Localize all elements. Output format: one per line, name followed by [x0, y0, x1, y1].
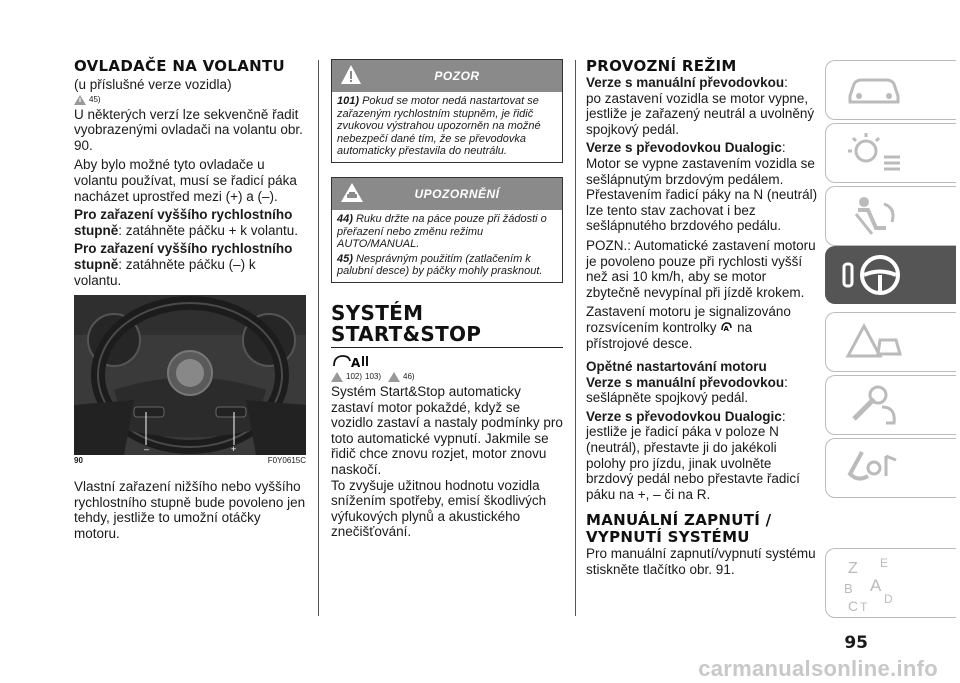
- instruction-heading: Pro zařazení vyššího rychlostního stupně: [74, 241, 293, 272]
- tab-index[interactable]: [825, 548, 956, 618]
- tab-driving[interactable]: [825, 246, 956, 304]
- svg-text:A: A: [351, 355, 361, 370]
- text: na přístrojové desce.: [586, 319, 753, 351]
- start-stop-icon: [331, 352, 371, 370]
- watermark: carmanualsonline.info: [698, 656, 938, 681]
- warning-icon: [331, 372, 343, 382]
- index-letter: D: [884, 592, 893, 606]
- notice-header: [332, 178, 562, 210]
- notice-item: [337, 213, 557, 251]
- section-title: [586, 512, 818, 546]
- notice-label: UPOZORNĚNÍ: [414, 186, 500, 201]
- lights-icon: [844, 131, 904, 175]
- car-notice-icon: [340, 182, 364, 204]
- tab-maintenance[interactable]: [825, 375, 956, 435]
- steering-wheel-icon: [836, 250, 916, 300]
- paragraph: sešlápněte spojkový pedál.: [586, 390, 749, 406]
- instruction: [74, 207, 306, 238]
- caution-box: [331, 59, 563, 163]
- title-rule: [331, 347, 563, 348]
- reference-number: 46): [403, 372, 415, 382]
- reference-number: 102): [346, 372, 363, 382]
- note-number: 45): [337, 252, 353, 265]
- paragraph: Systém Start&Stop automaticky zastaví motor pokaždé, když se vozidlo zastaví a nastaly podmínky pro toto automatické vypnutí. Jakmile se řidič chce znovu rozjet, motor znovu naskočí.: [331, 383, 563, 477]
- note-text: Nesprávným použitím (zatlačením k palubní desce) by páčky mohly prasknout.: [337, 252, 543, 278]
- index-letter: E: [880, 556, 889, 570]
- car-notice-icon: [388, 372, 400, 382]
- paragraph: Vlastní zařazení nižšího nebo vyššího rychlostního stupně bude povoleno jen tehdy, jestliže to umožní otáčky motoru.: [74, 479, 306, 541]
- index-letters-icon: [838, 549, 938, 615]
- tab-car[interactable]: [825, 60, 956, 120]
- warning-icon: [74, 95, 86, 105]
- section-title: PROVOZNÍ REŽIM: [586, 57, 737, 75]
- paragraph: jestliže je řadicí páka v poloze N (neutrál), přestavte ji do jakékoli polohy pro jízdu, jinak uvolněte brzdový pedál nebo přestavte řadicí páku na +, – či na R.: [586, 424, 800, 502]
- paragraph: Aby bylo možné tyto ovladače u volantu používat, musí se řadicí páka nacházet uprostřed mezi (+) a (–).: [74, 157, 297, 204]
- note-text: Ruku držte na páce pouze při žádosti o přeřazení nebo změnu režimu AUTO/MANUAL.: [337, 212, 547, 251]
- notice-box: [331, 177, 563, 283]
- version-label: Verze s manuální převodovkou: [586, 374, 785, 390]
- start-stop-indicator-icon: [720, 320, 733, 333]
- caution-body: [332, 92, 562, 162]
- version-heading: [586, 75, 818, 91]
- reference-number: 103): [365, 372, 382, 382]
- paragraph: [586, 304, 818, 351]
- version-heading: [586, 375, 818, 391]
- index-letter: B: [844, 581, 853, 596]
- data-icon: [844, 446, 904, 490]
- wrench-icon: [844, 383, 904, 427]
- caution-header: [332, 60, 562, 92]
- text: Zastavení motoru je signalizováno rozsvícením kontrolky: [586, 304, 791, 335]
- warning-triangle-icon: [844, 320, 904, 364]
- paragraph: po zastavení vozidla se motor vypne, jestliže je zařazený neutrál a uvolněný spojkový pedál.: [586, 90, 815, 137]
- svg-text:–: –: [144, 444, 150, 455]
- paragraph: POZN.: Automatické zastavení motoru je povoleno pouze při rychlosti vyšší než asi 10 km/h, aby se motor zbytečně nevypínal při jízdě krokem.: [586, 237, 816, 300]
- index-letter: Z: [848, 560, 858, 577]
- instruction: [74, 241, 306, 288]
- reference: [74, 95, 306, 105]
- caution-icon: [340, 64, 362, 86]
- instruction-text: : zatáhněte páčku (–) k volantu.: [74, 256, 256, 288]
- column-1: [74, 58, 306, 542]
- figure-caption: [74, 456, 306, 465]
- paragraph: Pro manuální zapnutí/vypnutí systému stiskněte tlačítko obr. 91.: [586, 546, 816, 578]
- version-label: Verze s převodovkou Dualogic: [586, 408, 782, 424]
- column-2: [331, 59, 563, 540]
- version-label: Verze s převodovkou Dualogic: [586, 140, 782, 156]
- colon: :: [781, 408, 786, 424]
- version-heading: [586, 409, 818, 425]
- notice-body: [332, 210, 562, 282]
- section-title: [331, 300, 563, 346]
- section-title: OVLADAČE NA VOLANTU: [74, 57, 285, 75]
- tab-technical[interactable]: [825, 438, 956, 498]
- instruction-heading: Pro zařazení vyššího rychlostního stupně: [74, 207, 293, 238]
- page-number: 95: [844, 633, 868, 653]
- reference: [331, 372, 563, 382]
- version-label: Verze s manuální převodovkou: [586, 75, 785, 90]
- version-heading: [586, 140, 818, 156]
- column-divider: [318, 60, 319, 616]
- caution-label: POZOR: [434, 69, 480, 83]
- airbag-icon: [844, 194, 904, 238]
- title-line: START&STOP: [331, 321, 482, 346]
- subtitle: (u příslušné verze vozidla): [74, 77, 232, 92]
- figure-number: 90: [74, 456, 83, 466]
- paragraph: U některých verzí lze sekvenčně řadit vyobrazenými ovladači na volantu obr. 90.: [74, 106, 303, 153]
- subsection-heading: Opětné nastartování motoru: [586, 359, 767, 375]
- colon: :: [784, 75, 788, 90]
- note-text: Pokud se motor nedá nastartovat se zařazeným rychlostním stupněm, je řidič zvukovou výstrahou upozorněn na možné nebezpečí dané tím, že se převodovka automaticky přestavila do neutrálu.: [337, 95, 541, 158]
- reference-number: 45): [89, 95, 101, 105]
- title-line: MANUÁLNÍ ZAPNUTÍ /: [586, 511, 772, 530]
- start-stop-symbol: [331, 352, 563, 370]
- figure-code: F0Y0615C: [267, 456, 306, 466]
- tab-lights[interactable]: [825, 123, 956, 183]
- note-number: 44): [337, 212, 353, 225]
- colon: :: [781, 140, 786, 156]
- paragraph: To zvyšuje užitnou hodnotu vozidla snížením spotřeby, emisí škodlivých výfukových plynů a akustického znečišťování.: [331, 477, 547, 540]
- column-divider: [575, 60, 576, 616]
- colon: :: [784, 374, 788, 390]
- paragraph: Motor se vypne zastavením vozidla se sešlápnutým brzdovým pedálem. Přestavením řadicí páky na N (neutrál) lze tento stav zachovat i bez sešlápnutého brzdového pedálu.: [586, 155, 818, 234]
- column-3: [586, 58, 818, 578]
- car-icon: [844, 70, 904, 110]
- note-number: 101): [337, 95, 360, 107]
- tab-emergency[interactable]: [825, 312, 956, 372]
- index-letter: A: [870, 576, 882, 595]
- title-line: SYSTÉM: [331, 300, 424, 325]
- index-letter: T: [860, 600, 868, 614]
- index-letter: C: [848, 598, 859, 614]
- notice-item: [337, 253, 557, 278]
- svg-text:+: +: [231, 444, 237, 455]
- instruction-text: : zatáhněte páčku + k volantu.: [118, 222, 299, 238]
- steering-wheel-figure: [74, 295, 306, 455]
- tab-safety[interactable]: [825, 186, 956, 246]
- title-line: VYPNUTÍ SYSTÉMU: [586, 528, 750, 547]
- steering-wheel-illustration: [74, 295, 306, 455]
- svg-text:A: A: [723, 324, 730, 333]
